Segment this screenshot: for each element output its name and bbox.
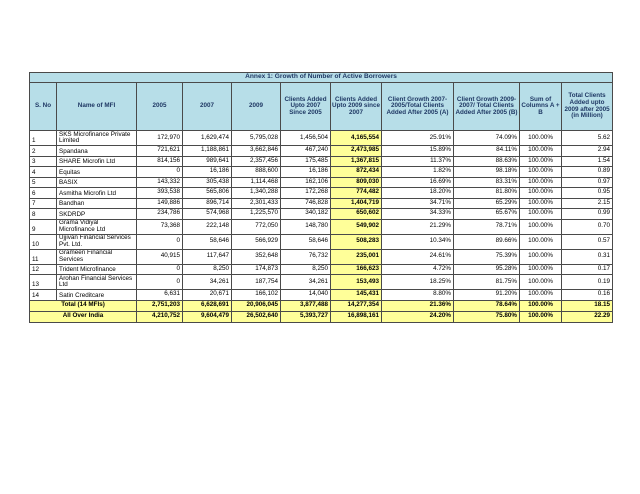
table-row	[30, 264, 613, 275]
table-row	[30, 275, 613, 290]
cell-sum: 100.00%	[520, 249, 562, 264]
cell-added-2009: 809,030	[331, 177, 382, 188]
cell-growth-a: 16.69%	[382, 177, 454, 188]
cell-y2007: 117,647	[183, 249, 232, 264]
cell-mfi-name: Arohan Financial Services Ltd	[57, 275, 137, 290]
cell-y2007: 20,671	[183, 290, 232, 301]
header-sno: S. No	[30, 83, 57, 131]
cell-total-added: 0.57	[562, 234, 613, 249]
cell-added-2009: 650,602	[331, 209, 382, 220]
cell-mfi-name: SKDRDP	[57, 209, 137, 220]
cell-y2009: 5,795,028	[232, 131, 281, 146]
cell-mfi-name: Equitas	[57, 167, 137, 178]
total-cell-sum: 100.00%	[520, 300, 562, 311]
cell-y2005: 0	[137, 275, 183, 290]
cell-total-added: 0.99	[562, 209, 613, 220]
table-row	[30, 249, 613, 264]
cell-growth-b: 83.31%	[454, 177, 520, 188]
total-label: Total (14 MFIs)	[30, 300, 137, 311]
cell-growth-a: 8.80%	[382, 290, 454, 301]
cell-y2009: 2,301,433	[232, 198, 281, 209]
cell-y2009: 352,648	[232, 249, 281, 264]
cell-added-2007: 746,828	[281, 198, 331, 209]
cell-y2007: 16,186	[183, 167, 232, 178]
cell-growth-a: 25.91%	[382, 131, 454, 146]
cell-mfi-name: Ujjivan Financial Services Pvt. Ltd.	[57, 234, 137, 249]
cell-y2009: 2,357,456	[232, 156, 281, 167]
mfi-growth-table	[29, 72, 613, 323]
cell-y2007: 565,806	[183, 188, 232, 199]
cell-total-added: 0.89	[562, 167, 613, 178]
cell-growth-a: 11.37%	[382, 156, 454, 167]
header-2005: 2005	[137, 83, 183, 131]
cell-y2009: 174,873	[232, 264, 281, 275]
cell-added-2007: 467,240	[281, 146, 331, 157]
cell-sum: 100.00%	[520, 209, 562, 220]
cell-y2007: 1,629,474	[183, 131, 232, 146]
cell-sno: 11	[30, 249, 57, 264]
cell-sum: 100.00%	[520, 264, 562, 275]
total-cell-growth-b: 75.80%	[454, 311, 520, 322]
cell-y2005: 234,786	[137, 209, 183, 220]
cell-total-added: 0.95	[562, 188, 613, 199]
cell-y2005: 0	[137, 264, 183, 275]
cell-growth-a: 34.33%	[382, 209, 454, 220]
cell-mfi-name: Grama Vidiyal Microfinance Ltd	[57, 219, 137, 234]
cell-growth-b: 81.75%	[454, 275, 520, 290]
total-cell-sum: 100.00%	[520, 311, 562, 322]
cell-sum: 100.00%	[520, 219, 562, 234]
cell-growth-b: 88.63%	[454, 156, 520, 167]
cell-y2007: 305,438	[183, 177, 232, 188]
cell-sum: 100.00%	[520, 188, 562, 199]
cell-sum: 100.00%	[520, 177, 562, 188]
cell-growth-b: 89.66%	[454, 234, 520, 249]
cell-added-2009: 1,367,815	[331, 156, 382, 167]
cell-added-2007: 58,646	[281, 234, 331, 249]
header-total-added: Total Clients Added upto 2009 after 2005 (in Million)	[562, 83, 613, 131]
cell-added-2007: 175,485	[281, 156, 331, 167]
cell-growth-a: 24.61%	[382, 249, 454, 264]
cell-sum: 100.00%	[520, 198, 562, 209]
total-label: All Over India	[30, 311, 137, 322]
cell-total-added: 2.94	[562, 146, 613, 157]
total-cell-y2009: 20,906,045	[232, 300, 281, 311]
cell-growth-a: 1.82%	[382, 167, 454, 178]
cell-y2007: 574,968	[183, 209, 232, 220]
cell-added-2007: 1,456,504	[281, 131, 331, 146]
cell-sum: 100.00%	[520, 290, 562, 301]
cell-growth-b: 75.39%	[454, 249, 520, 264]
total-cell-added-2007: 5,393,727	[281, 311, 331, 322]
cell-growth-b: 78.71%	[454, 219, 520, 234]
cell-y2009: 888,600	[232, 167, 281, 178]
all-india-row	[30, 311, 613, 322]
cell-y2009: 1,225,570	[232, 209, 281, 220]
cell-added-2007: 34,261	[281, 275, 331, 290]
cell-sno: 6	[30, 188, 57, 199]
total-cell-total-added: 22.29	[562, 311, 613, 322]
cell-growth-a: 34.71%	[382, 198, 454, 209]
cell-mfi-name: SKS Microfinance Private Limited	[57, 131, 137, 146]
total-row	[30, 300, 613, 311]
cell-added-2009: 872,434	[331, 167, 382, 178]
total-cell-growth-b: 78.64%	[454, 300, 520, 311]
total-cell-y2007: 9,604,479	[183, 311, 232, 322]
total-cell-added-2007: 3,877,488	[281, 300, 331, 311]
table-title: Annex 1: Growth of Number of Active Borrowers	[30, 73, 613, 83]
cell-sno: 8	[30, 209, 57, 220]
header-sum: Sum of Columns A + B	[520, 83, 562, 131]
spreadsheet-region	[29, 72, 612, 323]
cell-growth-a: 4.72%	[382, 264, 454, 275]
header-name: Name of MFI	[57, 83, 137, 131]
table-row	[30, 188, 613, 199]
cell-sno: 9	[30, 219, 57, 234]
cell-mfi-name: Asmitha Microfin Ltd	[57, 188, 137, 199]
table-row	[30, 131, 613, 146]
cell-sno: 14	[30, 290, 57, 301]
cell-y2005: 6,631	[137, 290, 183, 301]
cell-sno: 13	[30, 275, 57, 290]
cell-sno: 4	[30, 167, 57, 178]
cell-total-added: 1.54	[562, 156, 613, 167]
cell-growth-b: 74.09%	[454, 131, 520, 146]
cell-total-added: 2.15	[562, 198, 613, 209]
cell-sno: 12	[30, 264, 57, 275]
table-row	[30, 198, 613, 209]
cell-y2007: 8,250	[183, 264, 232, 275]
cell-y2009: 166,102	[232, 290, 281, 301]
cell-y2007: 989,641	[183, 156, 232, 167]
total-cell-y2009: 26,502,640	[232, 311, 281, 322]
cell-added-2007: 162,106	[281, 177, 331, 188]
cell-y2005: 143,332	[137, 177, 183, 188]
header-2007: 2007	[183, 83, 232, 131]
total-cell-y2005: 4,210,752	[137, 311, 183, 322]
cell-added-2007: 8,250	[281, 264, 331, 275]
cell-sum: 100.00%	[520, 156, 562, 167]
cell-added-2009: 2,473,985	[331, 146, 382, 157]
table-row	[30, 177, 613, 188]
cell-total-added: 0.16	[562, 290, 613, 301]
total-cell-total-added: 18.15	[562, 300, 613, 311]
total-cell-added-2009: 14,277,354	[331, 300, 382, 311]
cell-mfi-name: Bandhan	[57, 198, 137, 209]
header-added-2007: Clients Added Upto 2007 Since 2005	[281, 83, 331, 131]
cell-added-2009: 1,404,719	[331, 198, 382, 209]
cell-mfi-name: BASIX	[57, 177, 137, 188]
cell-sum: 100.00%	[520, 234, 562, 249]
cell-added-2009: 4,165,554	[331, 131, 382, 146]
cell-growth-b: 65.67%	[454, 209, 520, 220]
cell-mfi-name: SHARE Microfin Ltd	[57, 156, 137, 167]
cell-y2007: 222,148	[183, 219, 232, 234]
cell-y2005: 73,368	[137, 219, 183, 234]
cell-y2005: 0	[137, 167, 183, 178]
cell-y2007: 58,646	[183, 234, 232, 249]
cell-added-2009: 166,623	[331, 264, 382, 275]
cell-mfi-name: Spandana	[57, 146, 137, 157]
cell-growth-a: 15.89%	[382, 146, 454, 157]
cell-added-2009: 235,001	[331, 249, 382, 264]
cell-growth-a: 10.34%	[382, 234, 454, 249]
cell-y2007: 1,188,861	[183, 146, 232, 157]
cell-mfi-name: Satin Creditcare	[57, 290, 137, 301]
cell-y2007: 34,261	[183, 275, 232, 290]
cell-y2009: 3,662,846	[232, 146, 281, 157]
cell-sno: 7	[30, 198, 57, 209]
header-2009: 2009	[232, 83, 281, 131]
cell-growth-b: 98.18%	[454, 167, 520, 178]
cell-added-2007: 14,040	[281, 290, 331, 301]
table-row	[30, 167, 613, 178]
cell-y2009: 1,114,468	[232, 177, 281, 188]
header-growth-b: Client Growth 2009-2007/ Total Clients Added After 2005 (B)	[454, 83, 520, 131]
table-row	[30, 209, 613, 220]
total-cell-added-2009: 16,898,161	[331, 311, 382, 322]
cell-y2005: 814,156	[137, 156, 183, 167]
cell-total-added: 5.62	[562, 131, 613, 146]
cell-y2009: 772,050	[232, 219, 281, 234]
cell-mfi-name: Grameen Financial Services	[57, 249, 137, 264]
cell-added-2007: 16,186	[281, 167, 331, 178]
cell-added-2007: 340,182	[281, 209, 331, 220]
cell-total-added: 0.31	[562, 249, 613, 264]
cell-sno: 10	[30, 234, 57, 249]
cell-y2005: 393,538	[137, 188, 183, 199]
cell-sum: 100.00%	[520, 146, 562, 157]
table-row	[30, 219, 613, 234]
cell-added-2009: 508,283	[331, 234, 382, 249]
cell-y2005: 149,886	[137, 198, 183, 209]
cell-y2007: 896,714	[183, 198, 232, 209]
table-row	[30, 146, 613, 157]
cell-total-added: 0.70	[562, 219, 613, 234]
header-row	[30, 83, 613, 131]
cell-added-2009: 549,902	[331, 219, 382, 234]
cell-added-2009: 774,482	[331, 188, 382, 199]
cell-added-2007: 172,268	[281, 188, 331, 199]
cell-added-2007: 76,732	[281, 249, 331, 264]
cell-sum: 100.00%	[520, 167, 562, 178]
cell-growth-b: 65.29%	[454, 198, 520, 209]
cell-y2009: 1,340,288	[232, 188, 281, 199]
total-cell-y2007: 6,628,691	[183, 300, 232, 311]
cell-growth-b: 81.80%	[454, 188, 520, 199]
cell-y2009: 187,754	[232, 275, 281, 290]
cell-growth-b: 84.11%	[454, 146, 520, 157]
cell-y2005: 172,970	[137, 131, 183, 146]
cell-y2009: 566,929	[232, 234, 281, 249]
cell-sum: 100.00%	[520, 275, 562, 290]
cell-mfi-name: Trident Microfinance	[57, 264, 137, 275]
cell-y2005: 0	[137, 234, 183, 249]
header-growth-a: Client Growth 2007-2005/Total Clients Added After 2005 (A)	[382, 83, 454, 131]
cell-added-2009: 145,431	[331, 290, 382, 301]
cell-total-added: 0.19	[562, 275, 613, 290]
table-row	[30, 156, 613, 167]
cell-sno: 2	[30, 146, 57, 157]
cell-sno: 5	[30, 177, 57, 188]
cell-growth-b: 95.28%	[454, 264, 520, 275]
total-cell-y2005: 2,751,203	[137, 300, 183, 311]
table-row	[30, 290, 613, 301]
cell-added-2009: 153,493	[331, 275, 382, 290]
cell-y2005: 40,915	[137, 249, 183, 264]
cell-growth-a: 18.25%	[382, 275, 454, 290]
table-title-row	[30, 73, 613, 83]
cell-growth-a: 21.29%	[382, 219, 454, 234]
cell-sno: 1	[30, 131, 57, 146]
total-cell-growth-a: 21.36%	[382, 300, 454, 311]
header-added-2009: Clients Added Upto 2009 since 2007	[331, 83, 382, 131]
cell-total-added: 0.17	[562, 264, 613, 275]
cell-sno: 3	[30, 156, 57, 167]
table-row	[30, 234, 613, 249]
cell-growth-a: 18.20%	[382, 188, 454, 199]
cell-y2005: 721,621	[137, 146, 183, 157]
cell-sum: 100.00%	[520, 131, 562, 146]
cell-growth-b: 91.20%	[454, 290, 520, 301]
total-cell-growth-a: 24.20%	[382, 311, 454, 322]
cell-added-2007: 148,780	[281, 219, 331, 234]
cell-total-added: 0.97	[562, 177, 613, 188]
